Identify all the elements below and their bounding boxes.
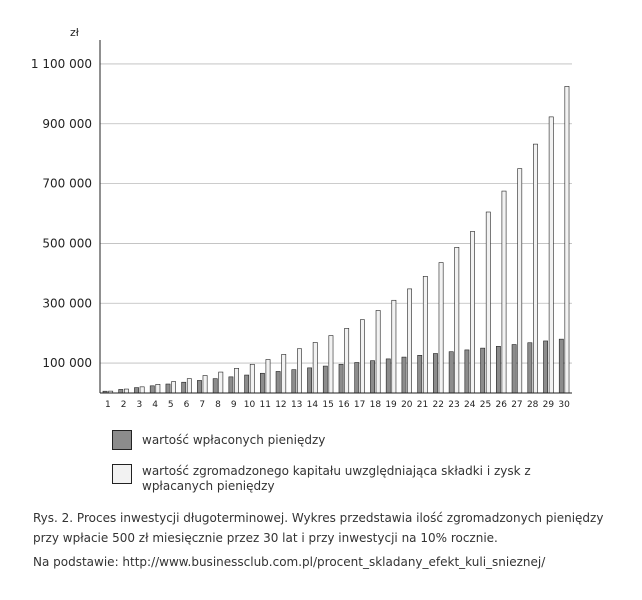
- x-tick-label: 25: [479, 400, 492, 410]
- x-tick-label: 1: [105, 400, 111, 410]
- bar-accumulated: [549, 117, 553, 393]
- caption-line-1: Rys. 2. Proces inwestycji długoterminowej. Wykres przedstawia ilość zgromadzonych pieniędzy: [33, 511, 604, 525]
- y-tick-label: 100 000: [42, 356, 92, 371]
- bar-paid: [339, 364, 343, 393]
- bar-accumulated: [313, 342, 317, 393]
- x-tick-label: 3: [136, 400, 143, 410]
- x-tick-label: 16: [338, 400, 350, 410]
- x-tick-label: 9: [230, 400, 237, 410]
- bar-paid: [213, 379, 217, 393]
- bar-accumulated: [297, 349, 301, 393]
- x-tick-label: 24: [464, 400, 476, 410]
- bar-paid: [166, 384, 170, 393]
- bar-accumulated: [423, 276, 427, 393]
- x-tick-label: 26: [495, 400, 507, 410]
- legend-label-accumulated: wartość zgromadzonego kapitału uwzględniająca składki i zysk z wpłacanych pieniędzy: [142, 464, 531, 493]
- bar-paid: [323, 366, 327, 393]
- x-tick-label: 22: [432, 400, 444, 410]
- bar-paid: [512, 345, 516, 393]
- bar-paid: [245, 375, 249, 393]
- x-tick-label: 17: [353, 400, 366, 410]
- x-tick-label: 27: [511, 400, 523, 410]
- bar-accumulated: [470, 231, 474, 393]
- y-tick-label: 900 000: [42, 116, 92, 131]
- bar-paid: [197, 380, 201, 393]
- bar-paid: [370, 361, 374, 393]
- bar-accumulated: [172, 382, 176, 393]
- bar-accumulated: [518, 169, 522, 393]
- bar-paid: [559, 339, 563, 393]
- x-tick-label: 20: [401, 400, 413, 410]
- x-tick-label: 21: [416, 400, 429, 410]
- legend-label-paid: wartość wpłaconych pieniędzy: [142, 433, 326, 447]
- x-tick-label: 19: [385, 400, 397, 410]
- x-tick-label: 11: [259, 400, 271, 410]
- gridlines: [100, 64, 572, 363]
- bar-paid: [276, 371, 280, 393]
- x-tick-label: 5: [167, 400, 174, 410]
- bar-accumulated: [266, 359, 270, 393]
- bar-accumulated: [392, 300, 396, 393]
- x-tick-label: 28: [526, 400, 539, 410]
- bar-paid: [150, 386, 154, 393]
- bar-accumulated: [124, 389, 128, 393]
- y-tick-label: 700 000: [42, 176, 92, 191]
- bar-paid: [355, 362, 359, 393]
- bar-paid: [134, 388, 138, 393]
- bar-paid: [260, 373, 264, 393]
- x-tick-label: 4: [152, 400, 158, 410]
- x-tick-label: 7: [199, 400, 206, 410]
- bar-accumulated: [219, 372, 223, 393]
- y-tick-label: 1 100 000: [30, 56, 92, 71]
- bar-accumulated: [345, 328, 349, 393]
- x-tick-label: 18: [369, 400, 382, 410]
- bar-paid: [528, 343, 532, 393]
- x-tick-label: 29: [542, 400, 555, 410]
- bar-accumulated: [187, 379, 191, 393]
- bar-paid: [182, 382, 186, 393]
- bar-paid: [292, 370, 296, 393]
- bars: [103, 86, 569, 393]
- y-tick-label: 500 000: [42, 236, 92, 251]
- bar-accumulated: [329, 336, 333, 393]
- y-tick-label: 300 000: [42, 296, 92, 311]
- x-tick-label: 10: [243, 400, 256, 410]
- bar-accumulated: [360, 320, 364, 393]
- x-tick-label: 12: [275, 400, 287, 410]
- caption-source: Na podstawie: http://www.businessclub.com.pl/procent_skladany_efekt_kuli_snieznej/: [33, 555, 546, 569]
- bar-paid: [449, 352, 453, 393]
- x-tick-label: 14: [306, 400, 319, 410]
- bar-paid: [496, 346, 500, 393]
- bar-paid: [465, 350, 469, 393]
- bar-paid: [418, 355, 422, 393]
- bar-accumulated: [140, 387, 144, 393]
- x-tick-label: 30: [558, 400, 570, 410]
- bar-paid: [481, 348, 485, 393]
- bar-paid: [402, 357, 406, 393]
- bar-accumulated: [502, 191, 506, 393]
- bar-paid: [229, 377, 233, 393]
- y-axis-unit-label: zł: [70, 26, 79, 39]
- bar-accumulated: [565, 86, 569, 393]
- bar-accumulated: [376, 310, 380, 393]
- bar-paid: [433, 354, 437, 393]
- x-tick-label: 13: [290, 400, 303, 410]
- x-tick-label: 15: [322, 400, 334, 410]
- x-tick-label: 8: [215, 400, 221, 410]
- bar-paid: [308, 368, 312, 393]
- bar-paid: [119, 389, 123, 393]
- bar-accumulated: [282, 354, 286, 393]
- x-tick-label: 2: [120, 400, 127, 410]
- bar-accumulated: [156, 384, 160, 393]
- bar-accumulated: [439, 263, 443, 393]
- bar-accumulated: [408, 289, 412, 393]
- x-tick-label: 6: [183, 400, 190, 410]
- caption-line-2: przy wpłacie 500 zł miesięcznie przez 30 lat i przy inwestycji na 10% rocznie.: [33, 531, 498, 545]
- bar-accumulated: [250, 364, 254, 393]
- bar-accumulated: [203, 376, 207, 394]
- figure-caption: [33, 508, 633, 572]
- y-tick-labels: [31, 57, 92, 370]
- bar-accumulated: [455, 247, 459, 393]
- bar-accumulated: [533, 144, 537, 393]
- x-tick-label: 23: [448, 400, 460, 410]
- legend-swatch-paid: [112, 430, 132, 450]
- legend-swatch-accumulated: [112, 464, 132, 484]
- bar-paid: [386, 359, 390, 393]
- bar-accumulated: [486, 212, 490, 393]
- legend-item-paid: [112, 430, 562, 450]
- legend-item-accumulated: [112, 464, 542, 494]
- bar-accumulated: [234, 368, 238, 393]
- x-tick-labels: [105, 400, 570, 410]
- bar-paid: [544, 341, 548, 393]
